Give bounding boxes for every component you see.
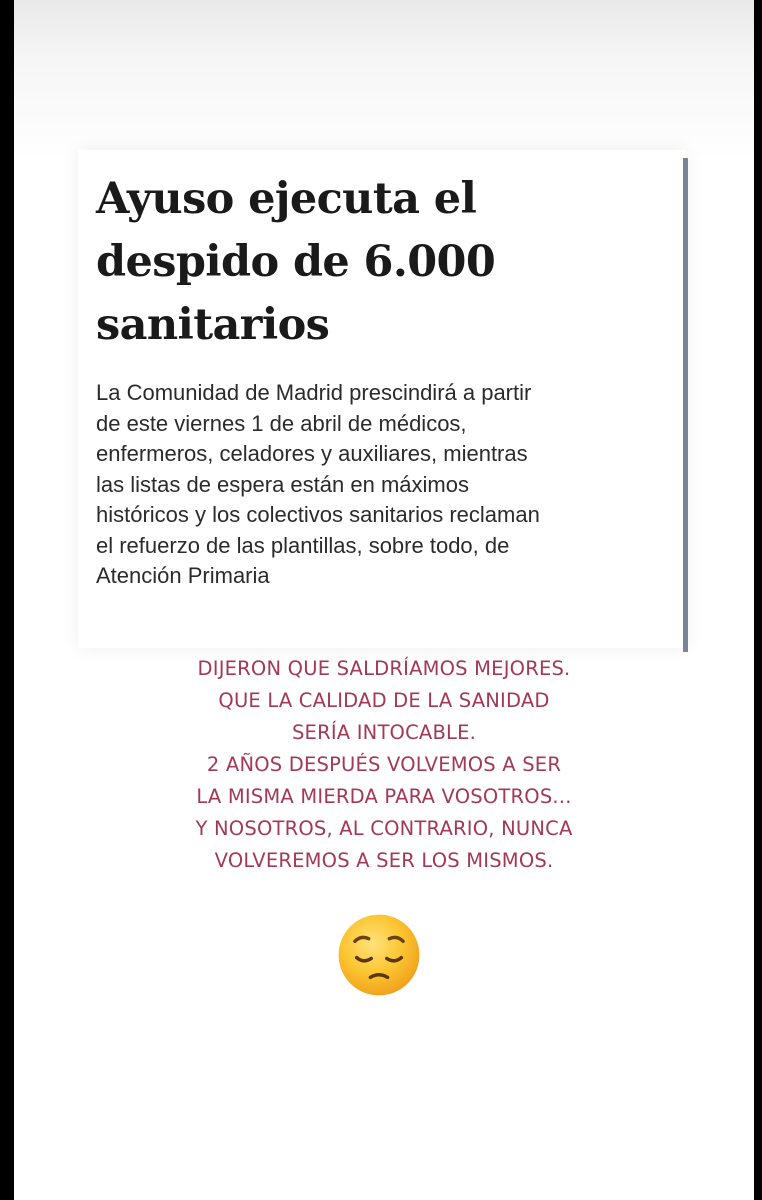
caption-line: Y NOSOTROS, AL CONTRARIO, NUNCA [195, 817, 573, 840]
pensive-face-icon [336, 912, 422, 998]
caption-line: VOLVEREMOS A SER LOS MISMOS. [214, 849, 554, 872]
story-canvas [14, 0, 754, 1200]
caption-line: SERÍA INTOCABLE. [291, 721, 477, 744]
caption-line: 2 AÑOS DESPUÉS VOLVEMOS A SER [206, 753, 562, 776]
summary-line: Atención Primaria [96, 563, 270, 588]
caption-line: LA MISMA MIERDA PARA VOSOTROS... [196, 785, 572, 808]
summary-line: de este viernes 1 de abril de médicos, [96, 410, 467, 436]
summary-line: La Comunidad de Madrid prescindirá a partir [96, 380, 532, 405]
headline-line: sanitarios [96, 300, 330, 350]
story-caption [124, 653, 644, 877]
caption-line: DIJERON QUE SALDRÍAMOS MEJORES. [197, 657, 571, 680]
headline-line: despido de 6.000 [96, 237, 496, 287]
article-side-rule [683, 158, 688, 652]
caption-line: QUE LA CALIDAD DE LA SANIDAD [218, 689, 550, 712]
article-headline [96, 168, 616, 357]
summary-line: enfermeros, celadores y auxiliares, mientras [96, 441, 528, 466]
headline-line: Ayuso ejecuta el [96, 174, 477, 224]
summary-line: históricos y los colectivos sanitarios reclaman [96, 502, 540, 527]
article-summary [96, 378, 676, 592]
summary-line: el refuerzo de las plantillas, sobre todo, de [96, 532, 510, 558]
summary-line: las listas de espera están en máximos [96, 471, 469, 497]
